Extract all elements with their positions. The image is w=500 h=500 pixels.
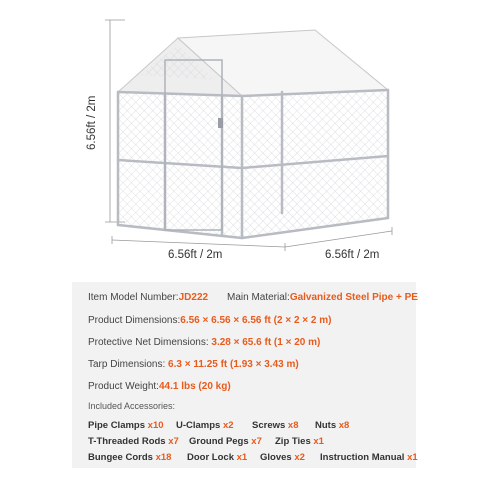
weight-row	[88, 381, 231, 392]
model-number-row	[88, 292, 208, 303]
accessory-item: Zip Ties x1	[275, 436, 324, 447]
product-dimensions-row	[88, 315, 331, 326]
product-dimensions-value: 6.56 × 6.56 × 6.56 ft (2 × 2 × 2 m)	[180, 315, 332, 326]
height-dimension-label: 6.56ft / 2m	[86, 95, 98, 150]
net-dimensions-row	[88, 337, 320, 348]
accessory-item: T-Threaded Rods x7	[88, 436, 179, 447]
material-row	[227, 292, 418, 303]
tarp-dimensions-label: Tarp Dimensions:	[88, 359, 166, 370]
accessory-item: Gloves x2	[260, 452, 305, 463]
model-number-value: JD222	[178, 292, 209, 303]
material-value: Galvanized Steel Pipe + PE	[289, 292, 418, 303]
net-dimensions-value: 3.28 × 65.6 ft (1 × 20 m)	[211, 337, 321, 348]
accessory-item: Door Lock x1	[187, 452, 248, 463]
model-number-label: Item Model Number:	[88, 292, 179, 303]
accessory-item: Nuts x8	[315, 420, 350, 431]
accessory-item: Instruction Manual x1	[320, 452, 418, 463]
weight-label: Product Weight:	[88, 381, 159, 392]
tarp-dimensions-row	[88, 359, 299, 370]
width-dimension-label: 6.56ft / 2m	[168, 249, 223, 261]
net-dimensions-label: Protective Net Dimensions:	[88, 337, 209, 348]
spec-panel	[72, 282, 416, 468]
depth-dimension-label: 6.56ft / 2m	[325, 249, 380, 261]
accessory-item: Screws x8	[252, 420, 299, 431]
accessory-item: Bungee Cords x18	[88, 452, 172, 463]
accessory-item: Ground Pegs x7	[189, 436, 262, 447]
accessories-title: Included Accessories:	[88, 401, 176, 411]
material-label: Main Material:	[227, 292, 290, 303]
product-dimensions-label: Product Dimensions:	[88, 315, 181, 326]
accessory-item: U-Clamps x2	[176, 420, 234, 431]
weight-value: 44.1 lbs (20 kg)	[158, 381, 231, 392]
accessory-item: Pipe Clamps x10	[88, 420, 164, 431]
tarp-dimensions-value: 6.3 × 11.25 ft (1.93 × 3.43 m)	[168, 359, 299, 370]
